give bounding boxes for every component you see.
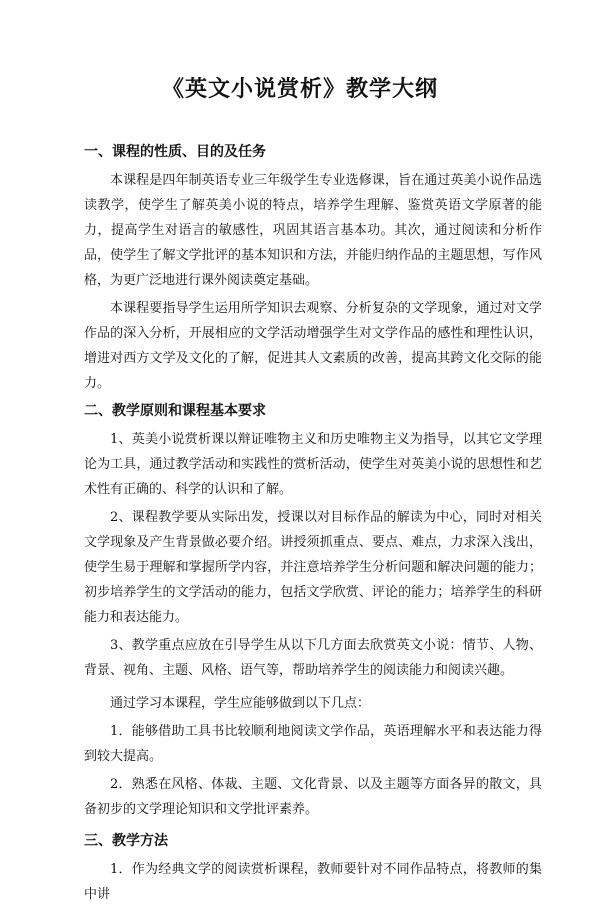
section-teaching-principles [84, 400, 542, 822]
section-heading: 一、课程的性质、目的及任务 [84, 144, 266, 160]
paragraph: 本课程是四年制英语专业三年级学生专业选修课，旨在通过英美小说作品选读教学，使学生了解英美小说的特点，培养学生理解、鉴赏英语文学原著的能力，提高学生对语言的敏感性，巩固其语言基本功。其次，通过阅读和分析作品，使学生了解文学批评的基本知识和方法，并能归纳作品的主题思想，写作风格，为更广泛地进行课外阅读奠定基础。 [84, 173, 542, 288]
section-heading: 二、教学原则和课程基本要求 [84, 403, 266, 419]
section-heading: 三、教学方法 [84, 833, 168, 849]
paragraph: 1、英美小说赏析课以辩证唯物主义和历史唯物主义为指导，以其它文学理论为工具，通过教学活动和实践性的赏析活动，使学生对英美小说的思想性和艺术性有正确的、科学的认识和了解。 [84, 432, 542, 497]
document-body [84, 141, 542, 907]
goal-item: 1．能够借助工具书比较顺利地阅读文学作品，英语理解水平和表达能力得到较大提高。 [84, 724, 542, 764]
paragraph: 2、课程教学要从实际出发，授课以对目标作品的解读为中心，同时对相关文学现象及产生背景做必要介绍。讲授须抓重点、要点、难点，力求深入浅出，使学生易于理解和掌握所学内容，并注意培养学生分析问题和解决问题的能力；初步培养学生的文学活动的能力，包括文学欣赏、评论的能力；培养学生的科研能力和表达能力。 [84, 510, 542, 625]
paragraph: 本课程要指导学生运用所学知识去观察、分析复杂的文学现象，通过对文学作品的深入分析，开展相应的文学活动增强学生对文学作品的感性和理性认识，增进对西方文学及文化的了解，促进其人文素质的改善，提高其跨文化交际的能力。 [84, 301, 542, 391]
paragraph: 3、教学重点应放在引导学生从以下几方面去欣赏英文小说：情节、人物、背景、视角、主题、风格、语气等，帮助培养学生的阅读能力和阅读兴趣。 [84, 638, 542, 678]
section-nature-purpose [84, 141, 542, 396]
goal-item: 2．熟悉在风格、体裁、主题、文化背景、以及主题等方面各异的散文，具备初步的文学理论知识和文学批评素养。 [84, 777, 542, 817]
document-title: 《英文小说赏析》教学大纲 [161, 77, 438, 102]
paragraph: 1．作为经典文学的阅读赏析课程，教师要针对不同作品特点，将教师的集中讲 [84, 862, 542, 902]
goals-intro: 通过学习本课程，学生应能够做到以下几点： [110, 696, 371, 711]
section-teaching-methods [84, 830, 542, 907]
